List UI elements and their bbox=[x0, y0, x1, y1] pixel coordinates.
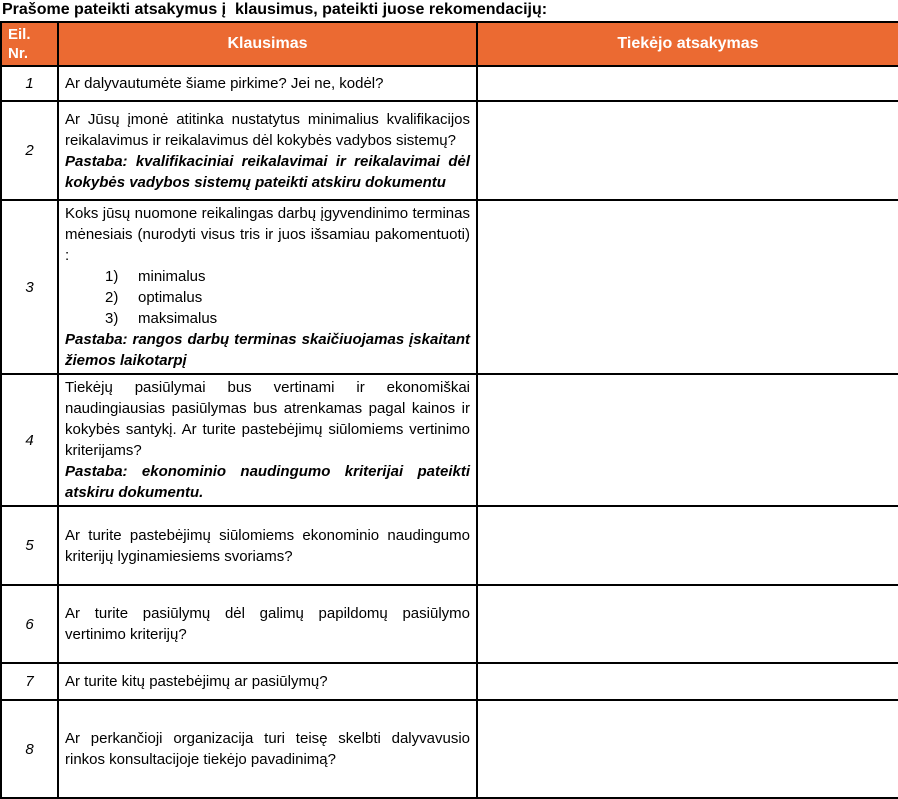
question-text: Ar turite pastebėjimų siūlomiems ekonominio naudingumo kriterijų lyginamiesiems svoriams? bbox=[65, 526, 470, 565]
question-text: Ar Jūsų įmonė atitinka nustatytus minimalius kvalifikacijos reikalavimus ir reikalavimus dėl kokybės vadybos sistemų? bbox=[65, 110, 470, 149]
answer-cell bbox=[477, 101, 898, 200]
question-text: Ar turite kitų pastebėjimų ar pasiūlymų? bbox=[65, 673, 328, 690]
answer-cell bbox=[477, 506, 898, 585]
answer-cell bbox=[477, 66, 898, 101]
row-number-cell: 4 bbox=[1, 374, 58, 506]
question-cell bbox=[58, 506, 477, 585]
table-row bbox=[1, 700, 898, 798]
question-table-body bbox=[1, 66, 898, 798]
list-item bbox=[65, 266, 470, 287]
question-cell bbox=[58, 66, 477, 101]
table-header bbox=[1, 22, 898, 66]
list-item-text: minimalus bbox=[138, 268, 206, 285]
list-item-text: optimalus bbox=[138, 289, 203, 306]
list-item-number: 3) bbox=[105, 310, 119, 327]
answer-cell bbox=[477, 585, 898, 663]
list-item bbox=[65, 308, 470, 329]
answer-cell bbox=[477, 700, 898, 798]
row-number-cell: 8 bbox=[1, 700, 58, 798]
answer-cell bbox=[477, 200, 898, 374]
header-row bbox=[1, 22, 898, 66]
question-text: Ar dalyvautumėte šiame pirkime? Jei ne, kodėl? bbox=[65, 75, 384, 92]
header-cell-klausimas: Klausimas bbox=[58, 22, 477, 66]
header-cell-eil-nr: Eil. Nr. bbox=[1, 22, 58, 66]
table-row bbox=[1, 374, 898, 506]
list-item bbox=[65, 287, 470, 308]
question-cell bbox=[58, 663, 477, 700]
table-row bbox=[1, 506, 898, 585]
table-row bbox=[1, 200, 898, 374]
row-number-cell: 6 bbox=[1, 585, 58, 663]
list-item-number: 2) bbox=[105, 289, 119, 306]
note-text: Pastaba: ekonominio naudingumo kriterijai pateikti atskiru dokumentu. bbox=[65, 463, 470, 501]
question-cell bbox=[58, 374, 477, 506]
question-cell bbox=[58, 200, 477, 374]
list-item-text: maksimalus bbox=[138, 310, 218, 327]
header-cell-tiekejo-atsakymas: Tiekėjo atsakymas bbox=[477, 22, 898, 66]
questions-table bbox=[0, 21, 898, 799]
question-cell bbox=[58, 700, 477, 798]
question-text: Koks jūsų nuomone reikalingas darbų įgyvendinimo terminas mėnesiais (nurodyti visus tris ir juos išsamiau pakomentuoti) : bbox=[65, 205, 470, 264]
row-number-cell: 3 bbox=[1, 200, 58, 374]
document-title: Prašome pateikti atsakymus į klausimus, pateikti juose rekomendacijų: bbox=[2, 1, 548, 18]
list-item-number: 1) bbox=[105, 268, 119, 285]
note-text: Pastaba: kvalifikaciniai reikalavimai ir reikalavimai dėl kokybės vadybos sistemų pateikti atskiru dokumentu bbox=[65, 152, 470, 191]
note-text: Pastaba: rangos darbų terminas skaičiuojamas įskaitant žiemos laikotarpį bbox=[65, 331, 470, 369]
question-cell bbox=[58, 585, 477, 663]
table-row bbox=[1, 66, 898, 101]
question-text: Tiekėjų pasiūlymai bus vertinami ir ekonomiškai naudingiausias pasiūlymas bus atrenkamas pagal kainos ir kokybės santykį. Ar turite pastebėjimų siūlomiems vertinimo kriterijams? bbox=[65, 379, 470, 459]
answer-cell bbox=[477, 374, 898, 506]
row-number-cell: 5 bbox=[1, 506, 58, 585]
row-number-cell: 2 bbox=[1, 101, 58, 200]
row-number-cell: 1 bbox=[1, 66, 58, 101]
row-number-cell: 7 bbox=[1, 663, 58, 700]
question-text: Ar turite pasiūlymų dėl galimų papildomų pasiūlymo vertinimo kriterijų? bbox=[65, 605, 470, 643]
question-cell bbox=[58, 101, 477, 200]
table-row bbox=[1, 585, 898, 663]
question-text: Ar perkančioji organizacija turi teisę skelbti dalyvavusio rinkos konsultacijoje tiekėjo pavadinimą? bbox=[65, 730, 470, 768]
table-row bbox=[1, 101, 898, 200]
answer-cell bbox=[477, 663, 898, 700]
table-row bbox=[1, 663, 898, 700]
